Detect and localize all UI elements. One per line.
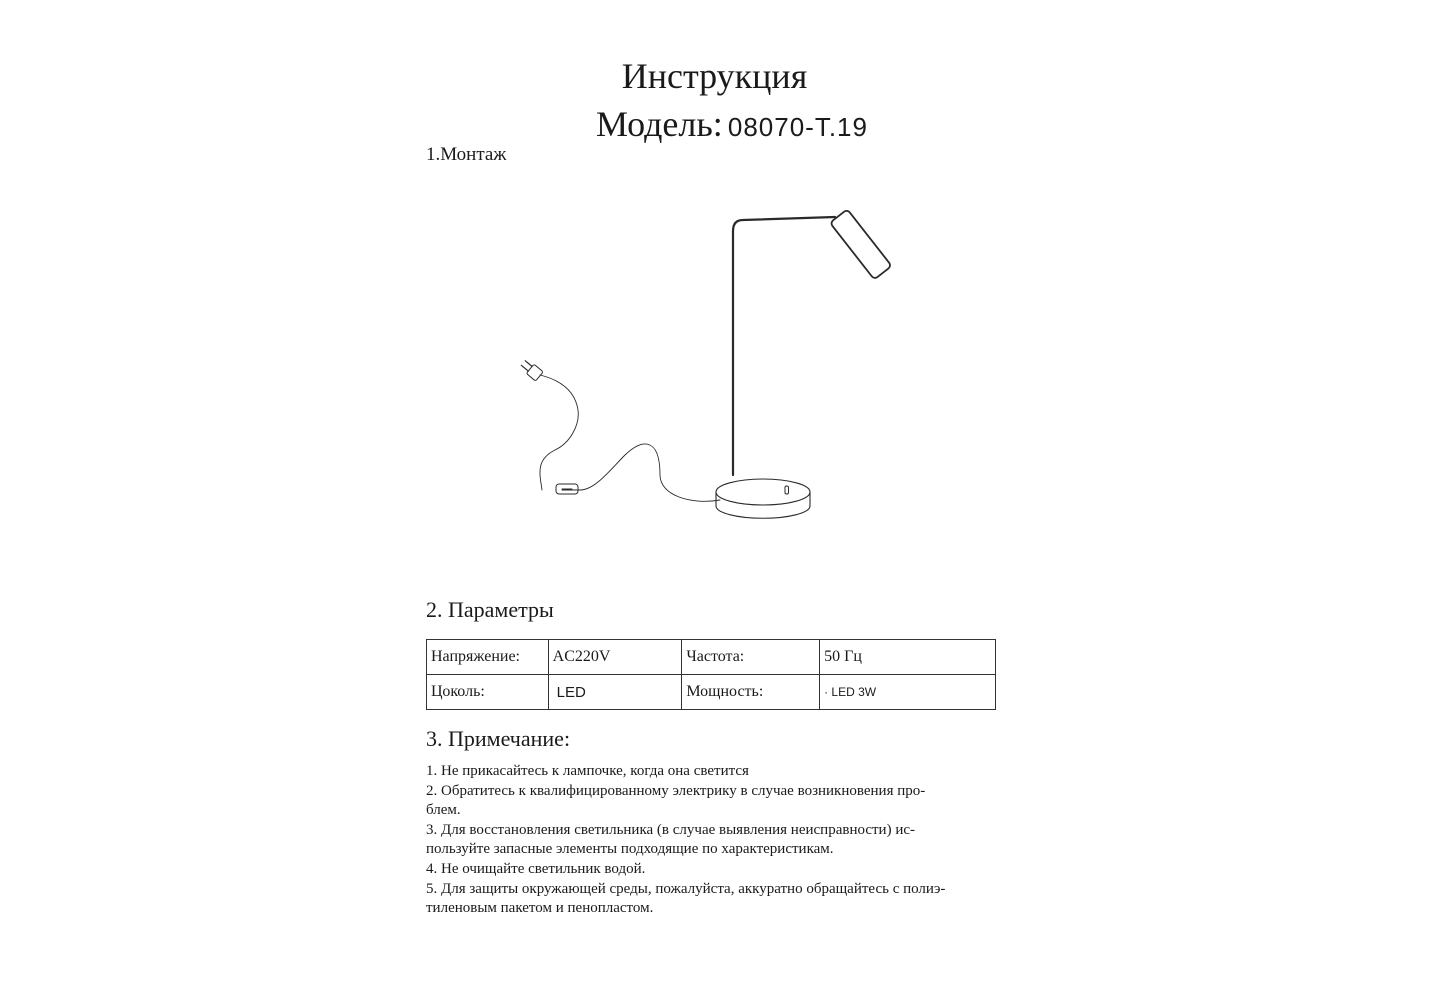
section-mounting-heading: 1.Монтаж [426,144,507,165]
socket-value: LED [548,675,682,710]
parameters-table [426,639,996,710]
power-value: · LED 3W [820,675,996,710]
voltage-label: Напряжение: [427,640,549,675]
note-line: пользуйте запасные элементы подходящие по характеристикам. [426,841,834,858]
frequency-value: 50 Гц [820,640,996,675]
socket-label: Цоколь: [427,675,549,710]
section-notes-heading: 3. Примечание: [426,726,571,751]
note-line: 4. Не очищайте светильник водой. [426,860,646,877]
note-line: 3. Для восстановления светильника (в случае выявления неисправности) ис- [426,821,916,838]
power-cable [540,375,720,501]
lamp-pole [733,217,835,475]
note-line: 1. Не прикасайтесь к лампочке, когда она светится [426,763,749,779]
note-line: 2. Обратитесь к квалифицированному электрику в случае возникновения про- [426,782,926,799]
notes-list [426,762,1006,919]
plug [519,358,543,381]
table-row [427,640,996,675]
section-params-heading: 2. Параметры [426,597,554,622]
frequency-label: Частота: [682,640,820,675]
document-title: Инструкция [621,56,808,96]
model-label: Модель: [596,104,723,144]
note-line: тиленовым пакетом и пенопластом. [426,900,654,917]
lamp-illustration [500,195,920,535]
model-number: 08070-T.19 [727,112,868,142]
lamp-head [830,209,892,279]
model-line [0,103,1429,145]
note-line: блем. [426,802,461,819]
table-row [427,675,996,710]
lamp-base [716,479,810,518]
note-line: 5. Для защиты окружающей среды, пожалуйста, аккуратно обращайтесь с полиэ- [426,880,946,897]
voltage-value: AC220V [548,640,682,675]
power-label: Мощность: [682,675,820,710]
